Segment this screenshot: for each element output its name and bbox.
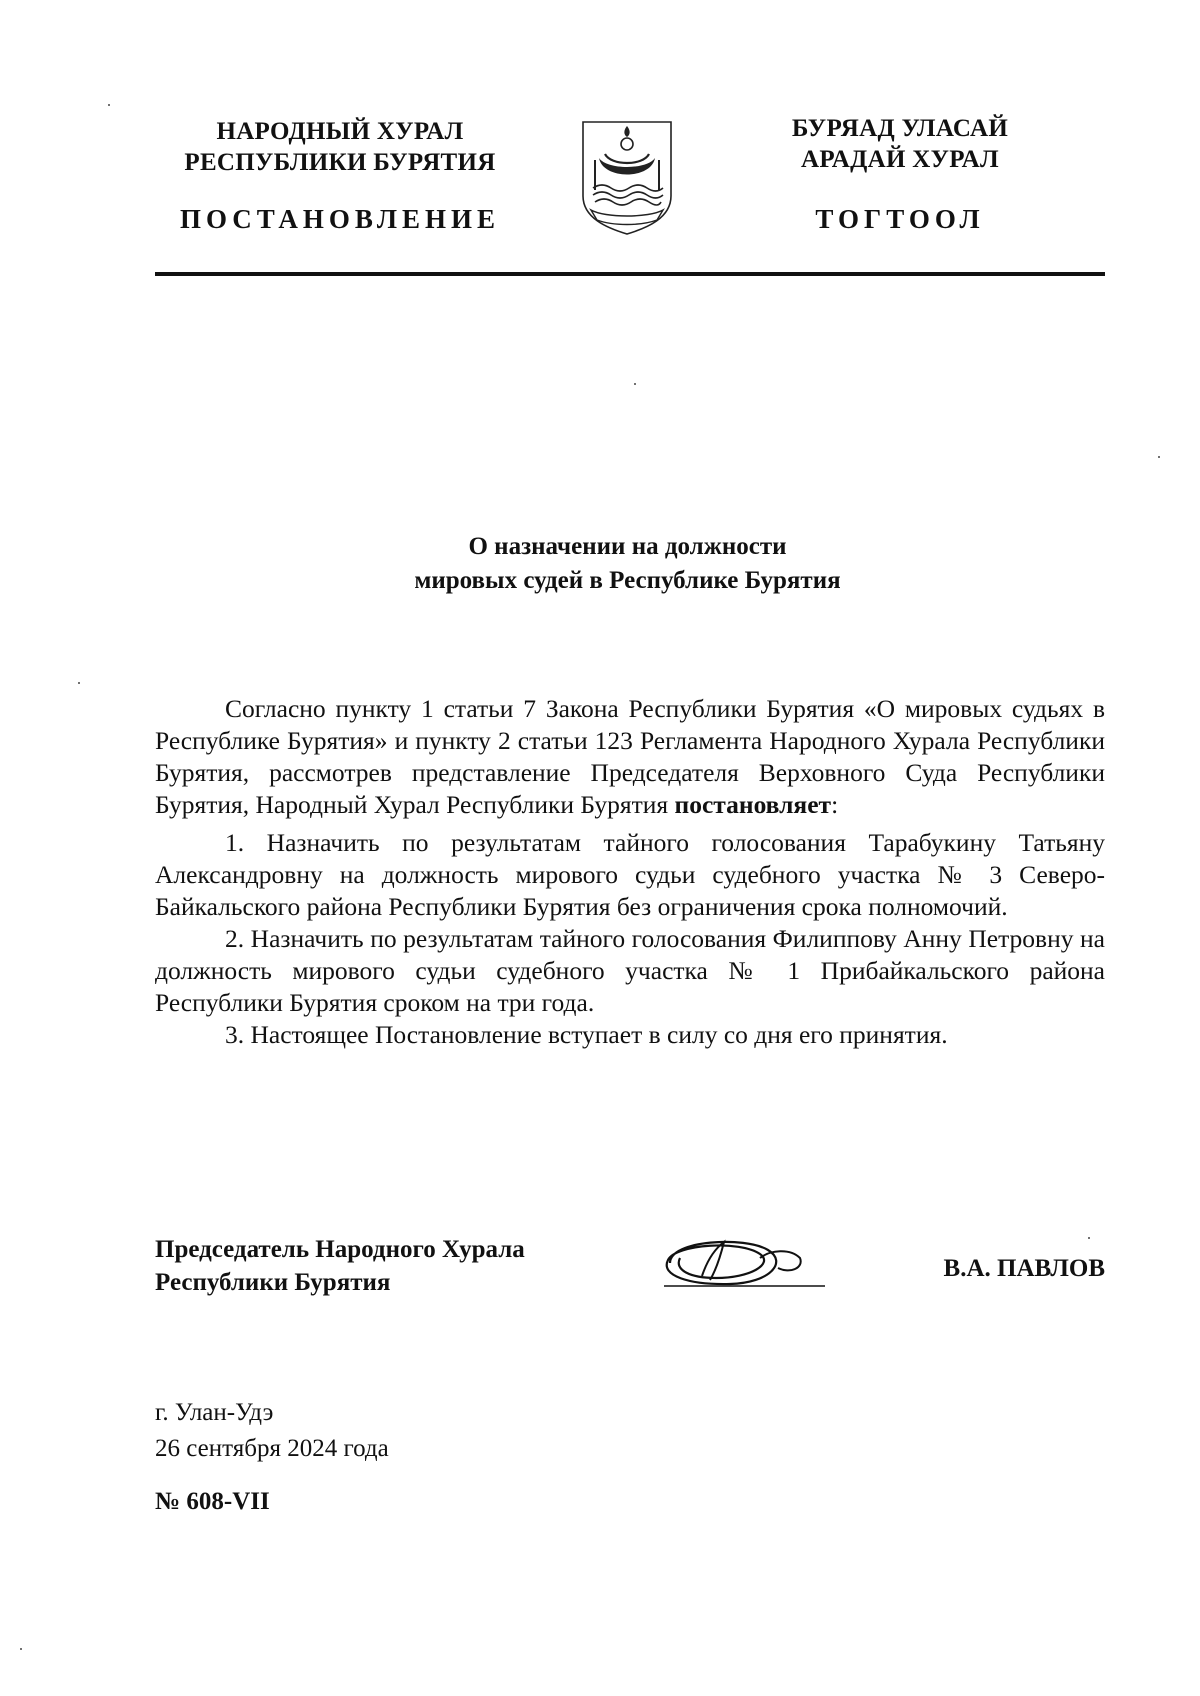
header-left-org	[150, 116, 530, 178]
coat-of-arms-icon	[577, 118, 677, 236]
signer-title-line1: Председатель Народного Хурала	[155, 1236, 525, 1263]
scan-speck	[78, 682, 80, 684]
preamble-paragraph	[155, 693, 1105, 821]
header-left-line2: РЕСПУБЛИКИ БУРЯТИЯ	[184, 149, 496, 176]
item-3: 3. Настоящее Постановление вступает в силу со дня его принятия.	[225, 1020, 948, 1049]
document-number: № 608-VII	[155, 1488, 270, 1515]
header-left-doc-type: ПОСТАНОВЛЕНИЕ	[179, 204, 501, 234]
title-line1: О назначении на должности	[468, 533, 787, 560]
header-divider	[155, 272, 1105, 276]
resolves-word: постановляет	[674, 790, 832, 819]
header-right-doc-type: ТОГТООЛ	[815, 204, 985, 234]
header-right-org	[760, 113, 1040, 175]
document-title	[150, 530, 1105, 598]
place-and-date	[155, 1395, 389, 1467]
header-left-line1: НАРОДНЫЙ ХУРАЛ	[216, 118, 464, 145]
preamble-text: Согласно пункту 1 статьи 7 Закона Республики Бурятия «О мировых судьях в Республике Бурятия» и пункту 2 статьи 123 Регламента Народного Хурала Республики Бурятия, рассмотрев представление Председателя Верховного Суда Республики Бурятия, Народный Хурал Республики Бурятия	[155, 694, 1105, 819]
header-right-line1: БУРЯАД УЛАСАЙ	[791, 115, 1009, 142]
scan-speck	[634, 383, 636, 385]
item-1: 1. Назначить по результатам тайного голосования Тарабукину Татьяну Александровну на должность мирового судьи судебного участка № 3 Северо-Байкальского района Республики Бурятия без ограничения срока полномочий.	[155, 828, 1105, 921]
title-line2: мировых судей в Республике Бурятия	[414, 567, 841, 594]
signer-title-line2: Республики Бурятия	[155, 1269, 391, 1296]
handwritten-signature	[650, 1228, 830, 1298]
resolves-punct: :	[831, 790, 839, 819]
scan-speck	[1158, 456, 1160, 458]
scan-speck	[108, 104, 110, 106]
date: 26 сентября 2024 года	[155, 1435, 389, 1462]
document-body	[155, 693, 1105, 1051]
header-right-line2: АРАДАЙ ХУРАЛ	[801, 146, 999, 173]
city: г. Улан-Удэ	[155, 1399, 274, 1426]
item-2: 2. Назначить по результатам тайного голосования Филиппову Анну Петровну на должность мирового судьи судебного участка № 1 Прибайкальского района Республики Бурятия сроком на три года.	[155, 924, 1105, 1017]
signer-title	[155, 1233, 635, 1299]
scan-speck	[20, 1648, 22, 1650]
scan-speck	[1088, 1237, 1090, 1239]
signer-name: В.А. ПАВЛОВ	[943, 1255, 1105, 1282]
